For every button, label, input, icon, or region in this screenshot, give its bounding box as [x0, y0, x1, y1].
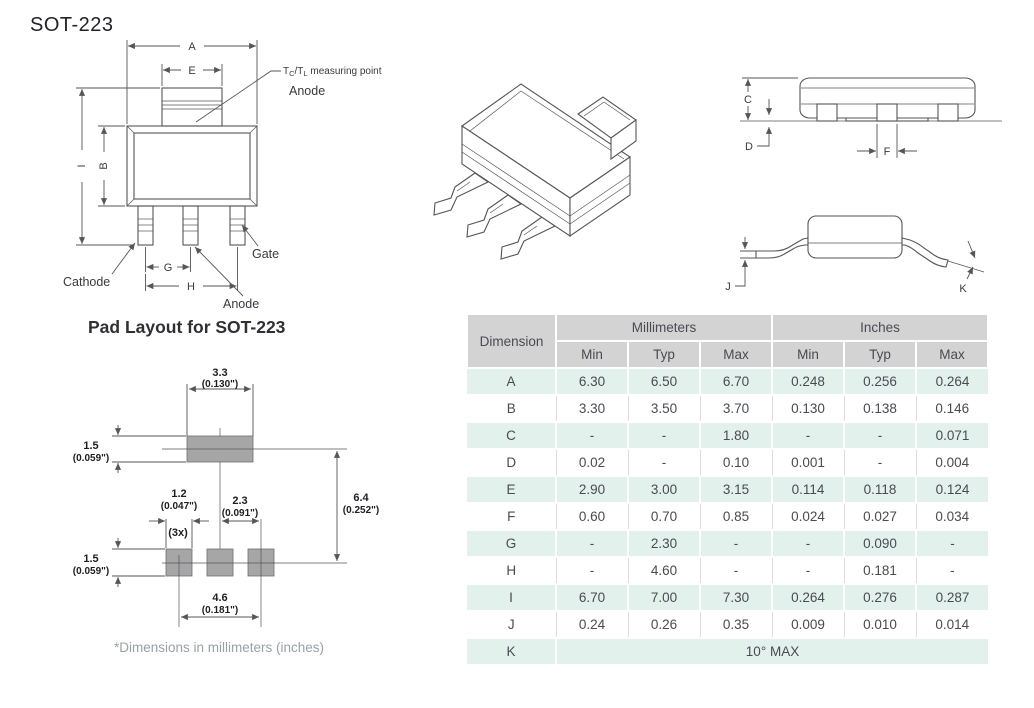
tab-height-in: (0.059") [72, 453, 110, 464]
tab-width-mm: 3.3 [212, 367, 228, 379]
col-header-max-mm: Max [700, 341, 772, 368]
table-cell: - [772, 422, 844, 449]
page-title: SOT-223 [30, 14, 114, 36]
table-cell: - [556, 530, 628, 557]
dim-cell: E [467, 476, 556, 503]
col-header-typ-mm: Typ [628, 341, 700, 368]
table-row-b [467, 395, 988, 422]
dimensions-footnote: *Dimensions in millimeters (inches) [114, 640, 325, 655]
table-cell: - [844, 449, 916, 476]
dim-label-g: G [163, 262, 173, 274]
dim-label-k: K [959, 283, 967, 295]
dim-cell: C [467, 422, 556, 449]
table-cell: 0.256 [844, 368, 916, 395]
span-h-mm: 4.6 [212, 592, 228, 604]
pad-layout-heading: Pad Layout for SOT-223 [88, 317, 286, 337]
dim-label-a: A [188, 41, 196, 53]
table-cell: 3.70 [700, 395, 772, 422]
table-cell: - [916, 530, 988, 557]
table-row-j [467, 611, 988, 638]
table-cell: - [628, 449, 700, 476]
table-cell: 0.124 [916, 476, 988, 503]
table-cell: - [844, 422, 916, 449]
end-view-drawing [725, 216, 984, 295]
table-row-a [467, 368, 988, 395]
table-cell: - [772, 530, 844, 557]
lead-pad-2 [207, 549, 233, 576]
table-cell: - [772, 557, 844, 584]
dim-label-i: I [76, 164, 88, 168]
side-view-drawing [740, 78, 1002, 158]
table-cell: - [700, 530, 772, 557]
pad-width-in: (0.047") [160, 501, 198, 512]
span-v-in: (0.252") [342, 505, 380, 516]
table-cell-k-span: 10° MAX [556, 638, 988, 665]
table-cell: 0.027 [844, 503, 916, 530]
dim-cell: B [467, 395, 556, 422]
col-header-dimension: Dimension [467, 314, 556, 368]
dim-label-f: F [883, 146, 891, 158]
table-cell: 0.35 [700, 611, 772, 638]
table-cell: 3.30 [556, 395, 628, 422]
table-cell: 0.071 [916, 422, 988, 449]
table-cell: 0.26 [628, 611, 700, 638]
dim-cell: F [467, 503, 556, 530]
table-cell: 0.118 [844, 476, 916, 503]
table-row-e [467, 476, 988, 503]
pad-count: (3x) [168, 527, 188, 539]
table-cell: 0.034 [916, 503, 988, 530]
table-cell: 0.60 [556, 503, 628, 530]
table-cell: 6.30 [556, 368, 628, 395]
dim-cell: I [467, 584, 556, 611]
table-cell: 0.114 [772, 476, 844, 503]
table-cell: 0.009 [772, 611, 844, 638]
table-cell: 3.50 [628, 395, 700, 422]
col-group-millimeters: Millimeters [556, 314, 772, 341]
table-cell: 6.50 [628, 368, 700, 395]
dim-cell: D [467, 449, 556, 476]
dim-cell: K [467, 638, 556, 665]
table-cell: 0.146 [916, 395, 988, 422]
table-cell: 0.10 [700, 449, 772, 476]
table-row-f [467, 503, 988, 530]
table-cell: 0.264 [916, 368, 988, 395]
table-row-d [467, 449, 988, 476]
front-view-drawing [63, 40, 382, 311]
table-cell: 0.001 [772, 449, 844, 476]
table-cell: 0.02 [556, 449, 628, 476]
dim-label-c: C [744, 94, 752, 106]
dim-label-d: D [745, 141, 753, 153]
pitch-in: (0.091") [221, 508, 259, 519]
dim-label-e: E [188, 65, 196, 77]
table-cell: 0.85 [700, 503, 772, 530]
table-cell: 0.248 [772, 368, 844, 395]
col-group-inches: Inches [772, 314, 988, 341]
cathode-label: Cathode [63, 275, 111, 289]
table-cell: - [556, 557, 628, 584]
table-cell: 0.090 [844, 530, 916, 557]
tab-width-in: (0.130") [201, 379, 239, 390]
col-header-min-mm: Min [556, 341, 628, 368]
table-cell: 3.00 [628, 476, 700, 503]
table-cell: - [628, 422, 700, 449]
anode-top-label: Anode [289, 84, 326, 98]
table-cell: 0.130 [772, 395, 844, 422]
table-row-h [467, 557, 988, 584]
table-cell: 0.276 [844, 584, 916, 611]
table-cell: 2.90 [556, 476, 628, 503]
pitch-mm: 2.3 [232, 495, 248, 507]
iso-view-drawing [434, 84, 636, 259]
col-header-typ-in: Typ [844, 341, 916, 368]
col-header-max-in: Max [916, 341, 988, 368]
table-row-g [467, 530, 988, 557]
tab-height-mm: 1.5 [83, 440, 99, 452]
dim-cell: H [467, 557, 556, 584]
dim-label-b: B [98, 162, 110, 170]
table-cell: 0.024 [772, 503, 844, 530]
table-cell: 0.010 [844, 611, 916, 638]
span-h-in: (0.181") [201, 605, 239, 616]
col-header-min-in: Min [772, 341, 844, 368]
table-cell: 6.70 [700, 368, 772, 395]
span-v-mm: 6.4 [353, 492, 369, 504]
table-cell: 0.004 [916, 449, 988, 476]
measuring-point-label: $T_C/T_L$ measuring point [283, 66, 382, 78]
table-cell: - [700, 557, 772, 584]
dim-cell: G [467, 530, 556, 557]
dim-label-j: J [725, 281, 731, 293]
table-cell: 2.30 [628, 530, 700, 557]
table-row-k [467, 638, 988, 665]
table-row-c [467, 422, 988, 449]
table-cell: 0.264 [772, 584, 844, 611]
gate-label: Gate [252, 247, 280, 261]
table-cell: 0.70 [628, 503, 700, 530]
table-cell: 7.00 [628, 584, 700, 611]
table-cell: - [556, 422, 628, 449]
table-cell: 0.138 [844, 395, 916, 422]
pad-height-mm: 1.5 [83, 553, 99, 565]
table-cell: 0.181 [844, 557, 916, 584]
table-row-i [467, 584, 988, 611]
table-cell: 0.287 [916, 584, 988, 611]
dim-cell: A [467, 368, 556, 395]
dimension-table [466, 313, 987, 666]
table-cell: - [916, 557, 988, 584]
anode-bottom-label: Anode [223, 297, 260, 311]
dim-label-h: H [187, 281, 195, 293]
pad-width-mm: 1.2 [171, 488, 187, 500]
table-cell: 0.24 [556, 611, 628, 638]
table-cell: 6.70 [556, 584, 628, 611]
pad-layout-drawing [73, 367, 379, 627]
table-cell: 4.60 [628, 557, 700, 584]
table-cell: 3.15 [700, 476, 772, 503]
pad-height-in: (0.059") [72, 566, 110, 577]
dim-cell: J [467, 611, 556, 638]
table-cell: 7.30 [700, 584, 772, 611]
table-cell: 0.014 [916, 611, 988, 638]
table-cell: 1.80 [700, 422, 772, 449]
